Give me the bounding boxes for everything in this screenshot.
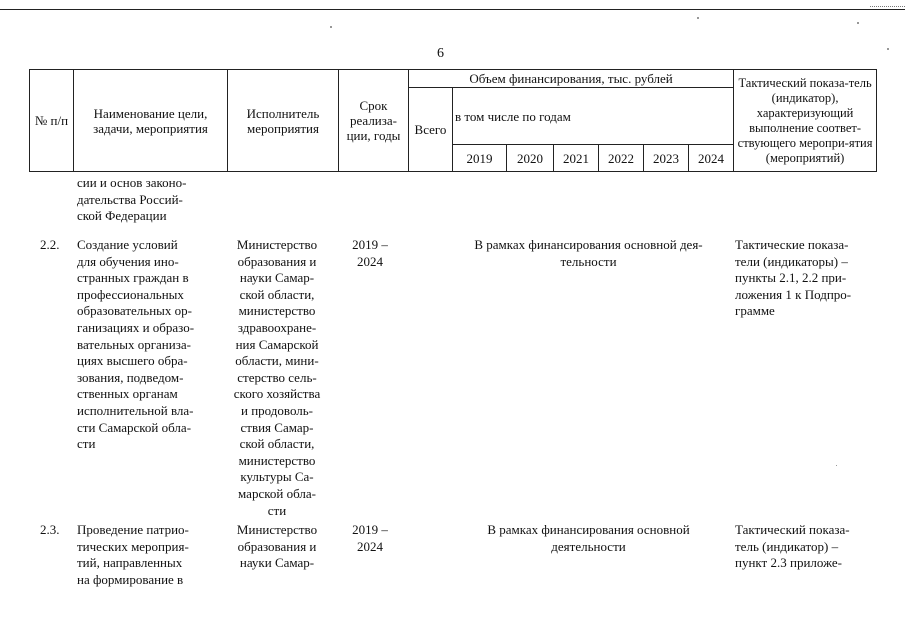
row-number: 2.2.: [40, 237, 60, 252]
text-line: грамме: [735, 303, 775, 319]
text-line: профессиональных: [77, 286, 184, 302]
text-line: вательных организа-: [77, 336, 191, 352]
text-line: на формирование в: [77, 571, 184, 587]
row-name: [77, 522, 215, 588]
text-line: Тактический показа-: [735, 522, 850, 537]
header-number: № п/п: [30, 70, 74, 172]
scan-speck: [887, 48, 889, 50]
table-header: [29, 69, 877, 172]
text-line: тельности: [560, 253, 617, 269]
row-indicator: [735, 237, 871, 320]
text-line: ской области,: [239, 436, 315, 452]
scan-speck: [857, 22, 859, 24]
row-funding-note: [452, 522, 725, 555]
text-line: тель (индикатор) –: [735, 538, 839, 554]
text-line: министерство: [238, 452, 316, 468]
text-line: образования и: [237, 538, 317, 554]
page-number: 6: [437, 46, 444, 61]
text-line: В рамках финансирования основной дея-: [474, 237, 703, 252]
text-line: стерство сель-: [237, 369, 317, 385]
text-line: Министерство: [236, 522, 318, 537]
scan-speck: [836, 465, 837, 466]
header-name: Наименование цели, задачи, мероприятия: [74, 70, 228, 172]
row-funding-note: [452, 237, 725, 270]
text-line: странных граждан в: [77, 270, 189, 286]
text-line: ния Самарской: [235, 336, 319, 352]
text-line: сии и основ законо-: [77, 175, 187, 190]
header-executor: Исполнитель мероприятия: [228, 70, 339, 172]
header-year: 2022: [599, 145, 644, 172]
text-line: Министерство: [236, 237, 318, 252]
text-line: ствия Самар-: [240, 419, 314, 435]
text-line: 2019 –: [352, 522, 388, 537]
header-year: 2023: [644, 145, 689, 172]
header-funding: Объем финансирования, тыс. рублей: [409, 70, 734, 88]
row-executor: [224, 237, 330, 519]
text-line: Создание условий: [77, 237, 178, 252]
header-indicator: Тактический показа-тель (индикатор), характеризующий выполнение соответ-ствующего меропри-ятия (мероприятий): [734, 70, 877, 172]
text-line: 2019 –: [352, 237, 388, 252]
text-line: сти: [267, 502, 287, 518]
text-line: циях высшего обра-: [77, 353, 188, 369]
scan-top-right-mark: [870, 6, 905, 7]
text-line: ской Федерации: [77, 208, 167, 224]
scan-top-border-line: [0, 9, 905, 10]
text-line: деятельности: [551, 538, 626, 554]
text-line: Проведение патрио-: [77, 522, 189, 537]
header-period: Срок реализа-ции, годы: [339, 70, 409, 172]
header-year: 2019: [453, 145, 507, 172]
header-total: Всего: [409, 88, 453, 172]
text-line: ственных органам: [77, 386, 178, 402]
text-line: В рамках финансирования основной: [487, 522, 690, 537]
text-line: зования, подведом-: [77, 369, 184, 385]
row-name: [77, 237, 215, 453]
text-line: дательства Россий-: [77, 191, 183, 207]
text-line: ского хозяйства: [233, 386, 321, 402]
scan-speck: [330, 26, 332, 28]
text-line: 2024: [357, 538, 383, 554]
text-line: министерство: [238, 303, 316, 319]
row-period: [338, 237, 402, 270]
text-line: сти: [77, 436, 96, 452]
text-line: 2024: [357, 253, 383, 269]
header-year: 2024: [689, 145, 734, 172]
header-year: 2020: [507, 145, 554, 172]
text-line: науки Самар-: [239, 270, 315, 286]
text-line: ской области,: [239, 286, 315, 302]
text-line: сти Самарской обла-: [77, 419, 192, 435]
text-line: ложения 1 к Подпро-: [735, 286, 852, 302]
text-line: здравоохране-: [237, 319, 317, 335]
text-line: тических мероприя-: [77, 538, 189, 554]
row-executor: [224, 522, 330, 572]
text-line: образовательных ор-: [77, 303, 192, 319]
text-line: области, мини-: [235, 353, 319, 369]
text-line: и продоволь-: [240, 402, 314, 418]
text-line: тели (индикаторы) –: [735, 253, 848, 269]
row-indicator: [735, 522, 871, 572]
text-line: тий, направленных: [77, 555, 183, 571]
header-year: 2021: [554, 145, 599, 172]
text-line: культуры Са-: [240, 469, 314, 485]
text-line: ганизациях и образо-: [77, 319, 195, 335]
continuation-text: [77, 175, 215, 225]
text-line: для обучения ино-: [77, 253, 179, 269]
text-line: исполнительной вла-: [77, 402, 194, 418]
text-line: Тактические показа-: [735, 237, 849, 252]
text-line: пункт 2.3 приложе-: [735, 555, 842, 571]
text-line: пункты 2.1, 2.2 при-: [735, 270, 847, 286]
row-number: 2.3.: [40, 522, 60, 537]
text-line: марской обла-: [238, 485, 316, 501]
row-period: [338, 522, 402, 555]
text-line: образования и: [237, 253, 317, 269]
header-including-by-year: в том числе по годам: [453, 88, 734, 145]
scan-speck: [697, 17, 699, 19]
text-line: науки Самар-: [239, 555, 315, 571]
